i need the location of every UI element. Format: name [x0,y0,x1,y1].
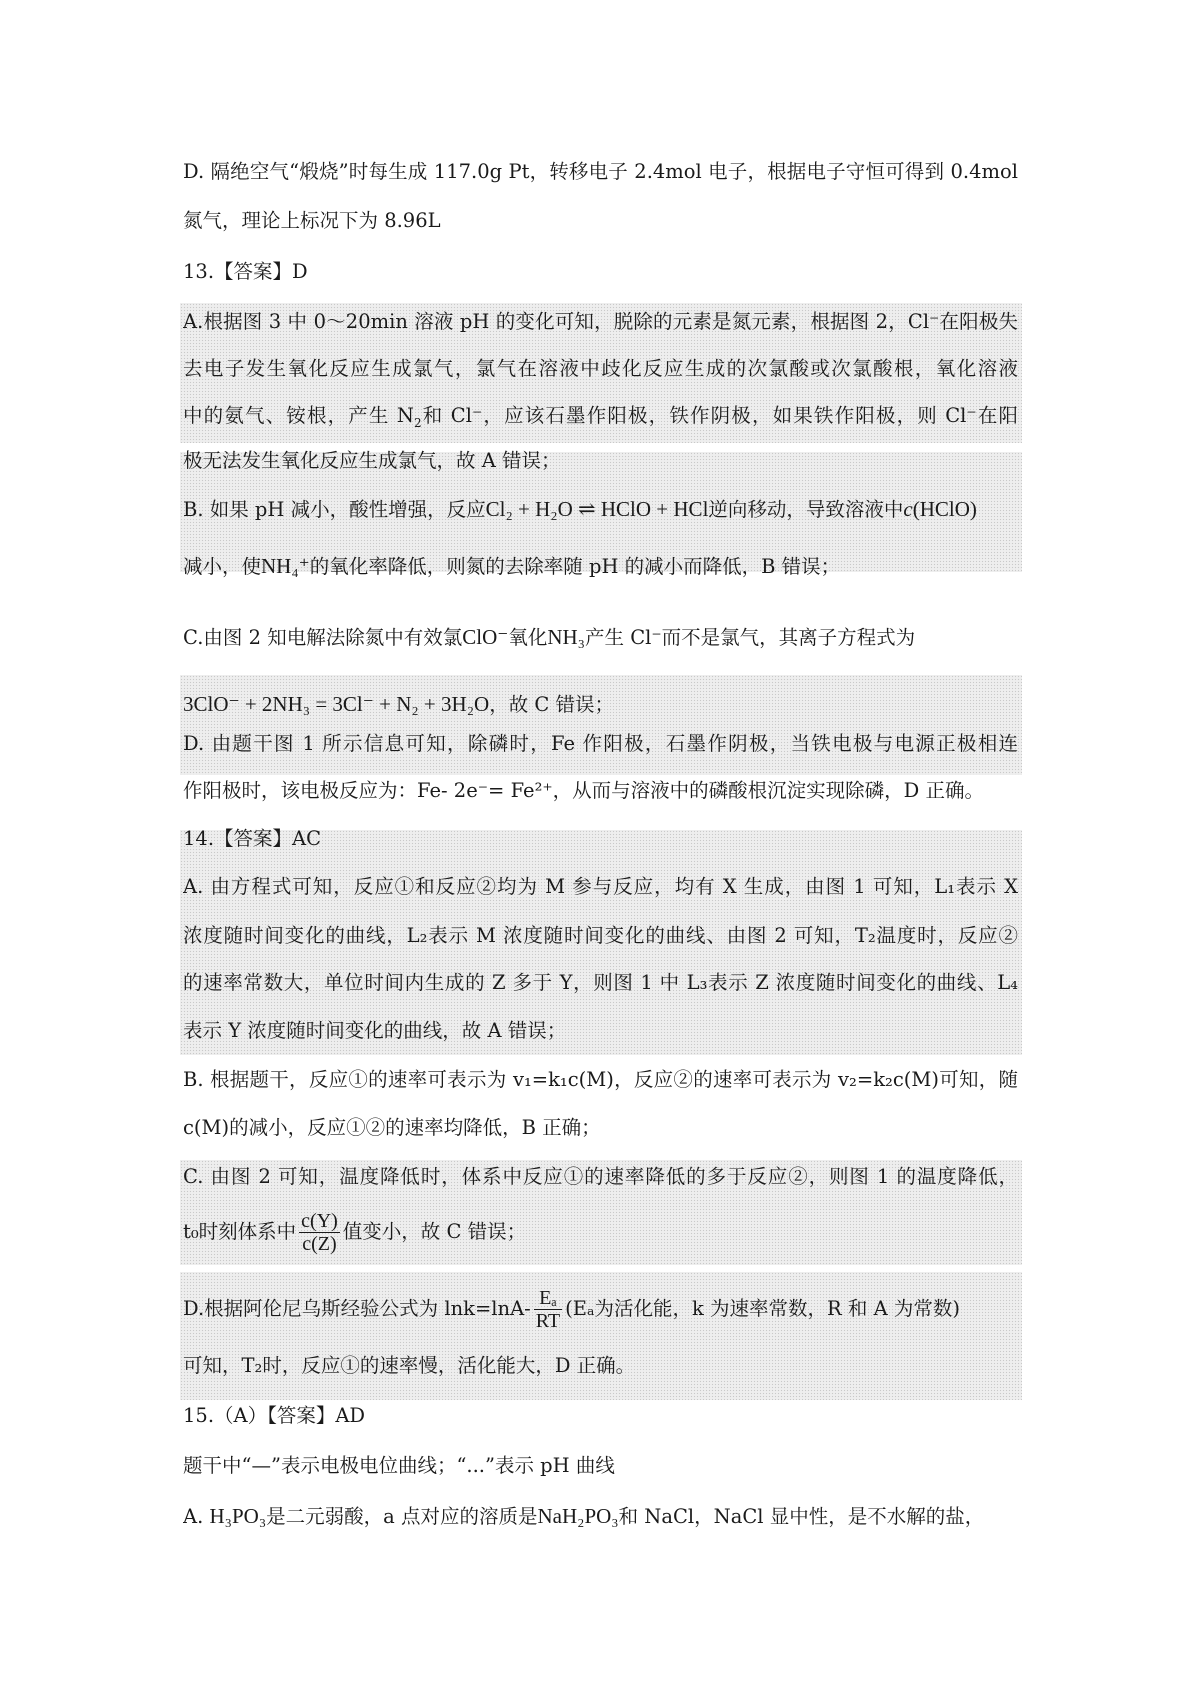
q13-c-line2: 3ClO⁻ + 2NH₃ = 3Cl⁻ + N₂ + 3H₂O，故 C 错误； [183,692,615,716]
q13-a-line4: 极无法发生氧化反应生成氯气，故 A 错误； [183,449,561,472]
q13-d-line1: D. 由题干图 1 所示信息可知，除磷时，Fe 作阳极，石墨作阴极，当铁电极与电源正极相连 [183,732,1018,755]
q15-heading: 15.（A）【答案】AD [183,1404,366,1427]
q13-a-line2: 去电子发生氧化反应生成氯气，氯气在溶液中歧化反应生成的次氯酸或次氯酸根，氧化溶液 [183,357,1018,380]
q14-a-line4: 表示 Y 浓度随时间变化的曲线，故 A 错误； [183,1019,567,1042]
q14-b-line1: B. 根据题干，反应①的速率可表示为 v₁=k₁c(M)，反应②的速率可表示为 v₂=k₂c(M)可知，随 [183,1068,1018,1091]
q14-c-line2: t₀时刻体系中 $\frac{c(Y)}{c(Z)}$ 值变小，故 C 错误； [183,1210,527,1255]
q15-a-line1: A. H₃PO₃是二元弱酸，a 点对应的溶质是NaH₂PO₃和 NaCl，NaCl 显中性，是不水解的盐， [183,1504,985,1528]
q14-d-line2: 可知，T₂时，反应①的速率慢，活化能大，D 正确。 [183,1354,636,1377]
q14-a-line1: A. 由方程式可知，反应①和反应②均为 M 参与反应，均有 X 生成，由图 1 可知，L₁表示 X [183,875,1018,898]
q13-a-line3: 中的氨气、铵根，产生 $N_2$和 Cl⁻，应该石墨作阳极，铁作阴极，如果铁作阳极，则 Cl⁻在阳 [183,404,1018,430]
q14-c-line1: C. 由图 2 可知，温度降低时，体系中反应①的速率降低的多于反应②，则图 1 的温度降低， [183,1165,1018,1188]
d-prev-line1: D. 隔绝空气“煅烧”时每生成 117.0g Pt，转移电子 2.4mol 电子，根据电子守恒可得到 0.4mol [183,160,1018,183]
q14-heading: 14.【答案】AC [183,827,322,850]
q14-b-line2: c(M)的减小，反应①②的速率均降低，B 正确； [183,1116,601,1139]
q13-c-line1: C.由图 2 知电解法除氮中有效氯ClO⁻氧化NH₃产生 Cl⁻而不是氯气，其离子方程式为 [183,625,916,649]
q14-a-line3: 的速率常数大，单位时间内生成的 Z 多于 Y，则图 1 中 L₃表示 Z 浓度随时间变化的曲线、L₄ [183,971,1018,994]
q13-b-line2: 减小，使NH₄⁺的氧化率降低，则氮的去除率随 pH 的减小而降低，B 错误； [183,554,841,578]
q15-line1: 题干中“—”表示电极电位曲线；“...”表示 pH 曲线 [183,1454,615,1477]
fraction-ea-rt: $\frac{\text{Eₐ}}{RT}$ [535,1287,561,1332]
q14-d-line1: D.根据阿伦尼乌斯经验公式为 lnk=lnA- $\frac{\text{Eₐ}}{RT}$ (Eₐ为活化能，k 为速率常数，R 和 A 为常数) [183,1287,960,1332]
q13-b-line1: B. 如果 pH 减小，酸性增强，反应Cl₂ + H₂O ⇌ HClO + HCl逆向移动，导致溶液中c(HClO) [183,497,977,521]
q14-a-line2: 浓度随时间变化的曲线，L₂表示 M 浓度随时间变化的曲线、由图 2 可知，T₂温度时，反应② [183,924,1018,947]
q13-d-line2: 作阳极时，该电极反应为：Fe- 2e⁻= Fe²⁺，从而与溶液中的磷酸根沉淀实现除磷，D 正确。 [183,779,985,802]
d-prev-line2: 氮气，理论上标况下为 8.96L [183,209,441,232]
fraction-cy-cz: $\frac{c(Y)}{c(Z)}$ [301,1210,338,1255]
q13-a-line1: A.根据图 3 中 0～20min 溶液 pH 的变化可知，脱除的元素是氮元素，根据图 2，Cl⁻在阳极失 [183,310,1018,333]
q13-heading: 13.【答案】D [183,260,308,283]
